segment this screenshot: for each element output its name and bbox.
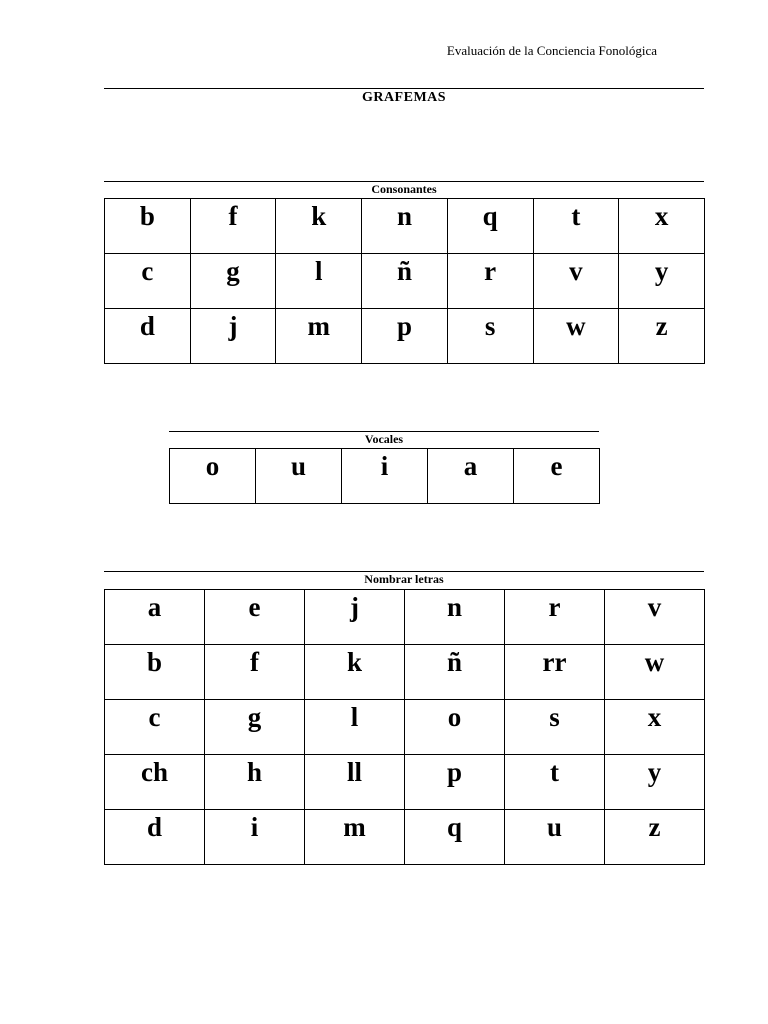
letter-cell: d [105,810,205,865]
letter-cell: u [256,449,342,504]
table-row [105,254,705,309]
letter-cell: p [362,309,448,364]
nombrar-label: Nombrar letras [364,572,444,586]
letter-cell: b [105,199,191,254]
letter-cell: rr [505,645,605,700]
table-row [105,645,705,700]
document-header: Evaluación de la Conciencia Fonológica [446,43,657,58]
letter-cell: w [533,309,619,364]
letter-cell: a [105,590,205,645]
letter-cell: s [505,700,605,755]
vocales-table [169,448,600,504]
letter-cell: ñ [362,254,448,309]
letter-cell: c [105,700,205,755]
letter-cell: g [205,700,305,755]
letter-cell: x [605,700,705,755]
page-title: GRAFEMAS [361,90,447,105]
letter-cell: j [305,590,405,645]
consonantes-table [104,198,705,364]
letter-cell: o [405,700,505,755]
nombrar-table [104,589,705,865]
consonantes-label: Consonantes [371,182,437,196]
letter-cell: a [428,449,514,504]
table-row [105,309,705,364]
letter-cell: j [190,309,276,364]
table-row [105,755,705,810]
table-row [105,810,705,865]
header-rule [104,88,704,89]
letter-cell: ll [305,755,405,810]
letter-cell: l [305,700,405,755]
table-row [105,199,705,254]
letter-cell: q [447,199,533,254]
vocales-label: Vocales [364,432,404,446]
letter-cell: l [276,254,362,309]
letter-cell: k [276,199,362,254]
letter-cell: f [190,199,276,254]
table-row [105,700,705,755]
letter-cell: v [605,590,705,645]
letter-cell: n [405,590,505,645]
letter-cell: z [619,309,705,364]
letter-cell: m [276,309,362,364]
letter-cell: ñ [405,645,505,700]
letter-cell: s [447,309,533,364]
letter-cell: m [305,810,405,865]
letter-cell: ch [105,755,205,810]
letter-cell: i [205,810,305,865]
letter-cell: u [505,810,605,865]
letter-cell: v [533,254,619,309]
letter-cell: y [619,254,705,309]
table-row [105,590,705,645]
letter-cell: d [105,309,191,364]
letter-cell: x [619,199,705,254]
letter-cell: r [447,254,533,309]
letter-cell: o [170,449,256,504]
letter-cell: z [605,810,705,865]
letter-cell: g [190,254,276,309]
letter-cell: w [605,645,705,700]
letter-cell: q [405,810,505,865]
letter-cell: y [605,755,705,810]
letter-cell: t [533,199,619,254]
table-row [170,449,600,504]
letter-cell: c [105,254,191,309]
letter-cell: t [505,755,605,810]
letter-cell: n [362,199,448,254]
letter-cell: k [305,645,405,700]
letter-cell: b [105,645,205,700]
letter-cell: r [505,590,605,645]
letter-cell: p [405,755,505,810]
letter-cell: e [514,449,600,504]
letter-cell: e [205,590,305,645]
letter-cell: h [205,755,305,810]
letter-cell: i [342,449,428,504]
letter-cell: f [205,645,305,700]
